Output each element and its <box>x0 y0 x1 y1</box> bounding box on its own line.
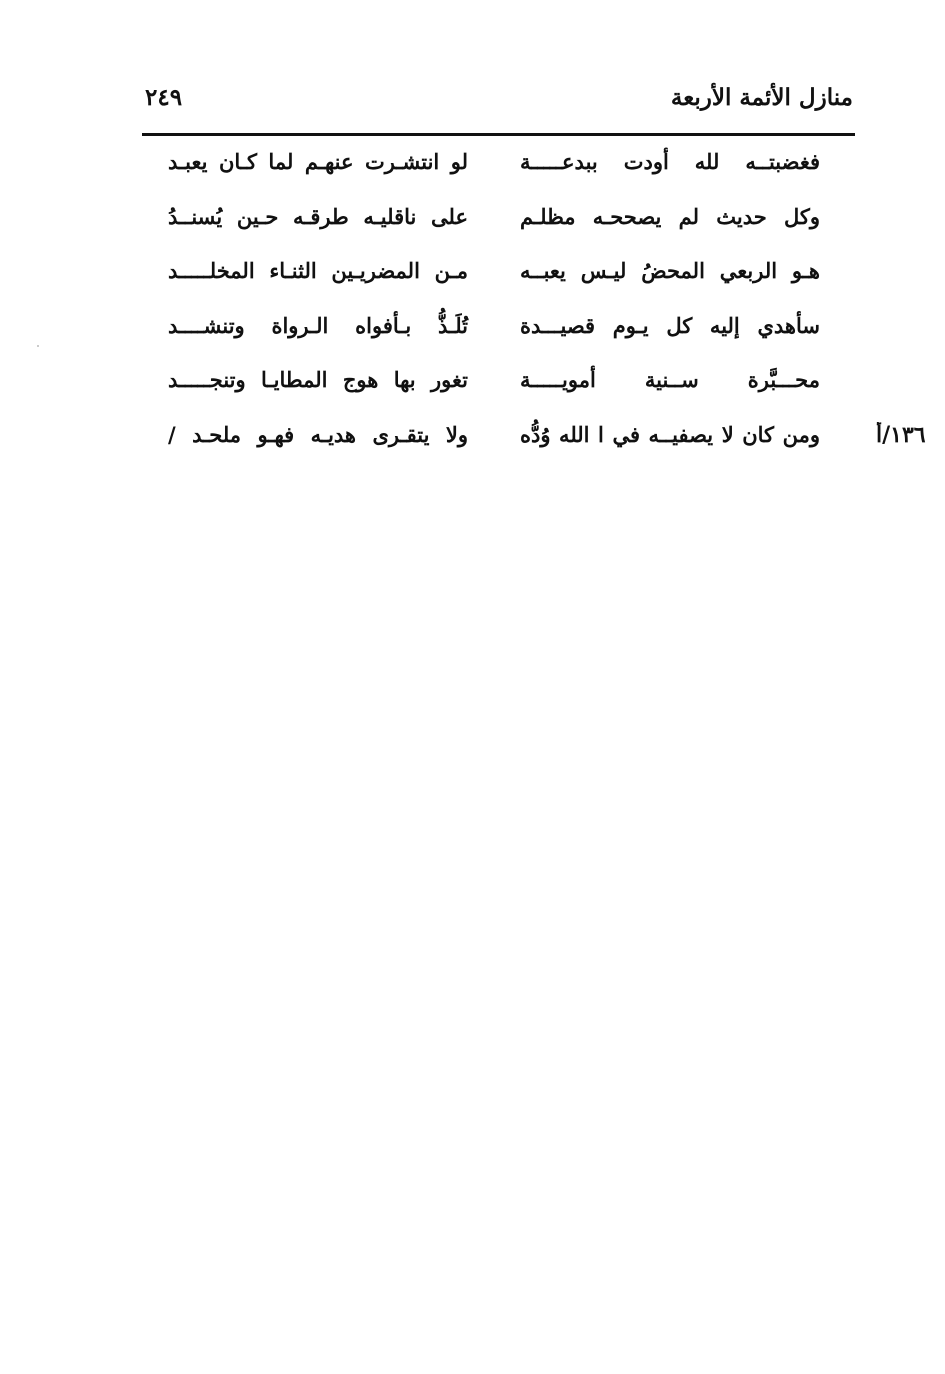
verse <box>160 140 820 195</box>
scan-speck <box>37 345 39 347</box>
verse-first-hemistich: وكل حديث لم يصححـه مظلـم <box>520 203 820 229</box>
verse-first-hemistich: سأهدي إليه كل يـوم قصيـــدة <box>520 312 820 338</box>
verse-second-hemistich: ولا يتقـرى هديـه فهـو ملحـد / <box>168 421 468 447</box>
header-rule <box>142 133 855 136</box>
verse <box>160 249 820 304</box>
manuscript-folio-reference: ١٣٦/أ <box>876 422 926 448</box>
verse <box>160 195 820 250</box>
verse-first-hemistich: ومن كان لا يصفيــه في ا الله وُدُّه <box>520 421 820 447</box>
verse-second-hemistich: مـن المضريـين الثنـاء المخلـــــد <box>168 258 468 283</box>
poem <box>160 140 820 467</box>
verse-second-hemistich: تُلَـذُّ بـأفواه الـرواة وتنشــــد <box>168 312 468 338</box>
verse-first-hemistich: هـو الربعي المحضُ ليـس يعبــه <box>520 258 820 283</box>
verse-first-hemistich: محـــبَّرة ســنية أمويـــــة <box>520 367 820 392</box>
verse-first-hemistich: فغضبتــه لله أودت ببدعـــــة <box>520 149 820 174</box>
page-number: ٢٤٩ <box>145 84 183 111</box>
verse <box>160 358 820 413</box>
verse <box>160 304 820 359</box>
verse-second-hemistich: على ناقليـه طرقـه حـين يُسنــدُ <box>168 203 468 229</box>
verse-second-hemistich: تغور بها هوج المطايـا وتنجـــــد <box>168 367 468 392</box>
verse <box>160 413 820 468</box>
running-title: منازل الأئمة الأربعة <box>670 84 853 111</box>
verse-second-hemistich: لو انتشـرت عنهـم لما كـان يعبـد <box>168 149 468 174</box>
